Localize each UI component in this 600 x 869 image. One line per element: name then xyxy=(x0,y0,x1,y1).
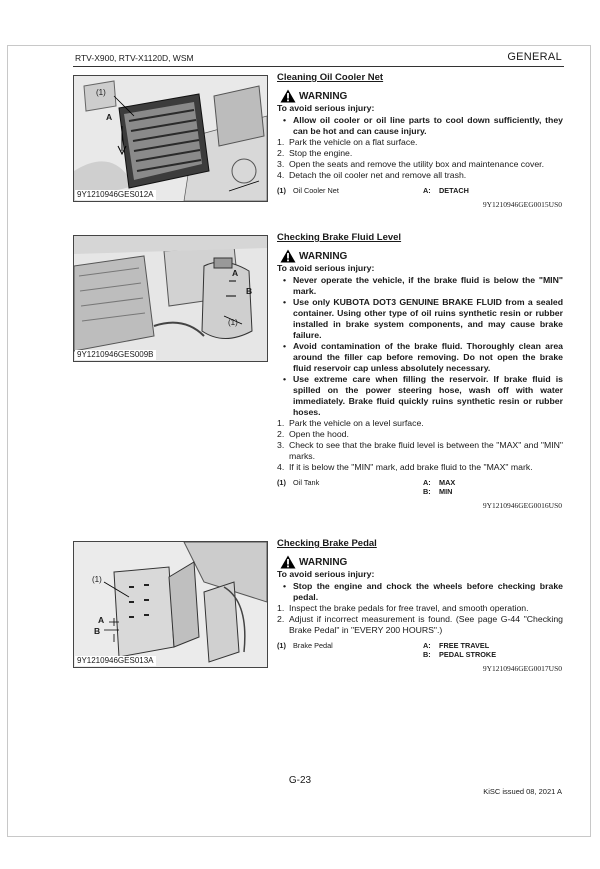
figure-legend xyxy=(277,641,563,659)
legend-item xyxy=(423,186,563,195)
section-brake-fluid xyxy=(277,232,563,511)
legend-value: Oil Cooler Net xyxy=(293,186,339,195)
warning-triangle-icon xyxy=(280,249,296,263)
warning-bullets xyxy=(277,275,563,418)
figure-label: A xyxy=(232,268,239,278)
legend-key: (1) xyxy=(277,186,286,195)
step-number: 4. xyxy=(277,462,285,472)
figure-label: A xyxy=(98,615,105,625)
procedure-steps xyxy=(277,418,563,473)
procedure-step xyxy=(277,614,563,636)
figure-label: (1) xyxy=(92,575,102,584)
section-oil-cooler xyxy=(277,72,563,210)
step-number: 1. xyxy=(277,603,285,613)
reference-code: 9Y1210946GEG0016US0 xyxy=(482,501,562,510)
step-number: 4. xyxy=(277,170,285,180)
legend-value: MAX xyxy=(439,478,456,487)
legend-key: A: xyxy=(423,641,431,650)
procedure-step xyxy=(277,137,563,148)
warning-triangle-icon xyxy=(280,555,296,569)
legend-item xyxy=(423,641,563,650)
step-text: Park the vehicle on a flat surface. xyxy=(289,137,418,147)
legend-value: DETACH xyxy=(439,186,469,195)
step-number: 1. xyxy=(277,418,285,428)
warning-bullets xyxy=(277,581,563,603)
legend-key: (1) xyxy=(277,641,286,650)
warning-heading xyxy=(280,555,563,569)
header-section: GENERAL xyxy=(507,51,562,63)
legend-key: B: xyxy=(423,487,431,496)
procedure-steps xyxy=(277,603,563,636)
procedure-step xyxy=(277,418,563,429)
legend-item xyxy=(277,186,423,195)
figure-label: B xyxy=(94,626,101,636)
step-number: 3. xyxy=(277,440,285,450)
step-text: Open the hood. xyxy=(289,429,349,439)
legend-value: Brake Pedal xyxy=(293,641,333,650)
header-model: RTV-X900, RTV-X1120D, WSM xyxy=(75,53,194,63)
figure-brake-fluid xyxy=(73,235,268,362)
reference-code: 9Y1210946GEG0017US0 xyxy=(482,664,562,673)
step-number: 1. xyxy=(277,137,285,147)
warning-bullet: • Stop the engine and chock the wheels before checking brake pedal. xyxy=(277,581,563,603)
legend-item xyxy=(423,487,563,496)
header-rule xyxy=(73,66,564,67)
warning-triangle-icon xyxy=(280,89,296,103)
legend-key: A: xyxy=(423,478,431,487)
warning-bullet: • Use only KUBOTA DOT3 GENUINE BRAKE FLUID from a sealed container. Using other type of oil ruins synthetic resin or rubber installed in brake system components, and may cause brake failure. xyxy=(277,297,563,341)
procedure-steps xyxy=(277,137,563,181)
legend-key: (1) xyxy=(277,478,286,487)
brake-pedal-illustration xyxy=(74,542,267,667)
figure-brake-pedal xyxy=(73,541,268,668)
warning-heading xyxy=(280,89,563,103)
procedure-step xyxy=(277,462,563,473)
figure-legend xyxy=(277,186,563,195)
procedure-step xyxy=(277,159,563,170)
legend-key: A: xyxy=(423,186,431,195)
legend-item xyxy=(277,478,423,487)
step-text: If it is below the "MIN" mark, add brake fluid to the "MAX" mark. xyxy=(289,462,533,472)
step-number: 2. xyxy=(277,429,285,439)
legend-value: Oil Tank xyxy=(293,478,320,487)
figure-label: (1) xyxy=(96,88,106,97)
legend-item xyxy=(423,650,563,659)
warning-heading xyxy=(280,249,563,263)
legend-value: MIN xyxy=(439,487,453,496)
legend-value: PEDAL STROKE xyxy=(439,650,497,659)
warning-bullet: • Allow oil cooler or oil line parts to cool down sufficiently, they can be hot and can cause injury. xyxy=(277,115,563,137)
legend-item xyxy=(277,641,423,650)
figure-label: (1) xyxy=(228,318,238,327)
warning-bullet: • Never operate the vehicle, if the brake fluid is below the "MIN" mark. xyxy=(277,275,563,297)
avoid-injury-label: To avoid serious injury: xyxy=(277,569,375,579)
figure-oil-cooler xyxy=(73,75,268,202)
step-text: Inspect the brake pedals for free travel, and smooth operation. xyxy=(289,603,529,613)
step-text: Check to see that the brake fluid level is between the "MAX" and "MIN" marks. xyxy=(289,440,563,461)
warning-label: WARNING xyxy=(299,556,348,568)
step-text: Park the vehicle on a level surface. xyxy=(289,418,424,428)
avoid-injury-label: To avoid serious injury: xyxy=(277,263,375,273)
procedure-step xyxy=(277,429,563,440)
warning-label: WARNING xyxy=(299,90,348,102)
procedure-step xyxy=(277,603,563,614)
procedure-step xyxy=(277,170,563,181)
warning-bullet: • Avoid contamination of the brake fluid. Thoroughly clean area around the filler cap before removing. Do not open the brake fluid reservoir cap unless absolutely necessary. xyxy=(277,341,563,374)
procedure-step xyxy=(277,440,563,462)
warning-label: WARNING xyxy=(299,250,348,262)
step-text: Adjust if incorrect measurement is found. (See page G-44 "Checking Brake Pedal" in "EVERY 200 HOURS".) xyxy=(289,614,563,635)
warning-bullet: • Use extreme care when filling the reservoir. If brake fluid is spilled on the power steering hose, wash off with water immediately. Brake fluid quickly ruins synthetic resin or rubber hoses. xyxy=(277,374,563,418)
step-number: 3. xyxy=(277,159,285,169)
step-number: 2. xyxy=(277,614,285,624)
section-brake-pedal xyxy=(277,538,563,674)
legend-value: FREE TRAVEL xyxy=(439,641,490,650)
procedure-step xyxy=(277,148,563,159)
issue-note: KiSC issued 08, 2021 A xyxy=(483,787,562,796)
legend-key: B: xyxy=(423,650,431,659)
figure-legend xyxy=(277,478,563,496)
avoid-injury-label: To avoid serious injury: xyxy=(277,103,375,113)
figure-label: B xyxy=(246,286,253,296)
figure-code: 9Y1210946GES009B xyxy=(77,350,154,359)
figure-code: 9Y1210946GES013A xyxy=(77,656,154,665)
reference-code: 9Y1210946GEG0015US0 xyxy=(482,200,562,209)
step-text: Open the seats and remove the utility box and maintenance cover. xyxy=(289,159,544,169)
brake-fluid-illustration xyxy=(74,236,267,361)
section-title: Checking Brake Fluid Level xyxy=(277,232,402,243)
step-number: 2. xyxy=(277,148,285,158)
step-text: Detach the oil cooler net and remove all trash. xyxy=(289,170,467,180)
figure-code: 9Y1210946GES012A xyxy=(77,190,154,199)
warning-bullets xyxy=(277,115,563,137)
section-title: Cleaning Oil Cooler Net xyxy=(277,72,384,83)
section-title: Checking Brake Pedal xyxy=(277,538,377,549)
page-number: G-23 xyxy=(288,775,312,786)
legend-item xyxy=(423,478,563,487)
figure-label: A xyxy=(106,112,113,122)
step-text: Stop the engine. xyxy=(289,148,353,158)
